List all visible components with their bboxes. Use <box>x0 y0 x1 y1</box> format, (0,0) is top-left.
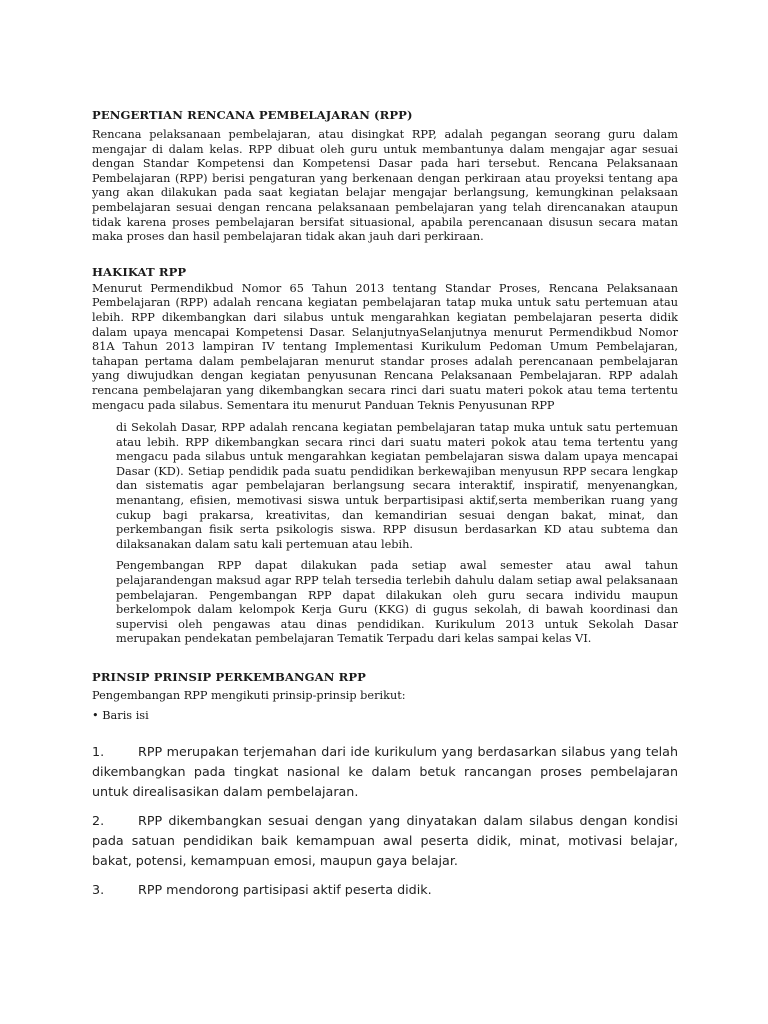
heading-prinsip: PRINSIP PRINSIP PERKEMBANGAN RPP <box>92 670 366 684</box>
list-item-text: RPP merupakan terjemahan dari ide kurikulum yang berdasarkan silabus yang telah dikembangkan pada tingkat nasional ke dalam betuk rancangan proses pembelajaran untuk direalisasikan dalam pembelajaran. <box>92 744 678 800</box>
list-item-number: 1. <box>92 744 105 760</box>
list-item-text: RPP dikembangkan sesuai dengan yang dinyatakan dalam silabus dengan kondisi pada satuan pendidikan baik kemampuan awal peserta didik, minat, motivasi belajar, bakat, potensi, kemampuan emosi, maupun gaya belajar. <box>92 813 678 869</box>
list-item-number: 3. <box>92 882 105 898</box>
paragraph-hakikat-indent-1: di Sekolah Dasar, RPP adalah rencana kegiatan pembelajaran tatap muka untuk satu pertemuan atau lebih. RPP dikembangkan secara rinci dari suatu materi pokok atau tema tertentu yang mengacu pada silabus untuk mengarahkan kegiatan pembelajaran siswa dalam upaya mencapai Dasar (KD). Setiap pendidik pada suatu pendidikan berkewajiban menyusun RPP secara lengkap dan sistematis agar pembelajaran berlangsung secara interaktif, inspiratif, menyenangkan, menantang, efisien, memotivasi siswa untuk berpartisipasi aktif,serta memberikan ruang yang cukup bagi prakarsa, kreativitas, dan kemandirian sesuai dengan bakat, minat, dan perkembangan fisik serta psikologis siswa. RPP disusun berdasarkan KD atau subtema dan dilaksanakan dalam satu kali pertemuan atau lebih. <box>116 421 678 551</box>
principles-list <box>92 742 678 900</box>
list-item <box>92 880 678 900</box>
heading-hakikat: HAKIKAT RPP <box>92 264 187 279</box>
document-content <box>92 107 678 909</box>
bullet-line: • Baris isi <box>92 708 149 722</box>
list-item-number: 2. <box>92 813 105 829</box>
paragraph-prinsip-intro: Pengembangan RPP mengikuti prinsip-prinsip berikut: <box>92 689 406 702</box>
paragraph-hakikat: Menurut Permendikbud Nomor 65 Tahun 2013 tentang Standar Proses, Rencana Pelaksanaan Pembelajaran (RPP) adalah rencana kegiatan pembelajaran tatap muka untuk satu pertemuan atau lebih. RPP dikembangkan dari silabus untuk mengarahkan kegiatan pembelajaran peserta didik dalam upaya mencapai Kompetensi Dasar. SelanjutnyaSelanjutnya menurut Permendikbud Nomor 81A Tahun 2013 lampiran IV tentang Implementasi Kurikulum Pedoman Umum Pembelajaran, tahapan pertama dalam pembelajaran menurut standar proses adalah perencanaan pembelajaran yang diwujudkan dengan kegiatan penyusunan Rencana Pelaksanaan Pembelajaran. RPP adalah rencana pembelajaran yang dikembangkan secara rinci dari suatu materi pokok atau tema tertentu mengacu pada silabus. Sementara itu menurut Panduan Teknis Penyusunan RPP <box>92 281 678 412</box>
paragraph-hakikat-indent-2: Pengembangan RPP dapat dilakukan pada setiap awal semester atau awal tahun pelajarandengan maksud agar RPP telah tersedia terlebih dahulu dalam setiap awal pelaksanaan pembelajaran. Pengembangan RPP dapat dilakukan oleh guru secara individu maupun berkelompok dalam kelompok Kerja Guru (KKG) di gugus sekolah, di bawah koordinasi dan supervisi oleh pengawas atau dinas pendidikan. Kurikulum 2013 untuk Sekolah Dasar merupakan pendekatan pembelajaran Tematik Terpadu dari kelas sampai kelas VI. <box>116 559 678 646</box>
list-item <box>92 811 678 871</box>
list-item-text: RPP mendorong partisipasi aktif peserta didik. <box>138 882 432 898</box>
list-item <box>92 742 678 802</box>
heading-pengertian: PENGERTIAN RENCANA PEMBELAJARAN (RPP) <box>92 108 413 122</box>
paragraph-pengertian: Rencana pelaksanaan pembelajaran, atau disingkat RPP, adalah pegangan seorang guru dalam mengajar di dalam kelas. RPP dibuat oleh guru untuk membantunya dalam mengajar agar sesuai dengan Standar Kompetensi dan Kompetensi Dasar pada hari tersebut. Rencana Pelaksanaan Pembelajaran (RPP) berisi pengaturan yang berkenaan dengan perkiraan atau proyeksi tentang apa yang akan dilakukan pada saat kegiatan belajar mengajar berlangsung, kemungkinan pelaksaan pembelajaran sesuai dengan rencana pelaksanaan pembelajaran yang telah direncanakan ataupun tidak karena proses pembelajaran bersifat situasional, apabila perencanaan disusun secara matan maka proses dan hasil pembelajaran tidak akan jauh dari perkiraan. <box>92 128 678 244</box>
